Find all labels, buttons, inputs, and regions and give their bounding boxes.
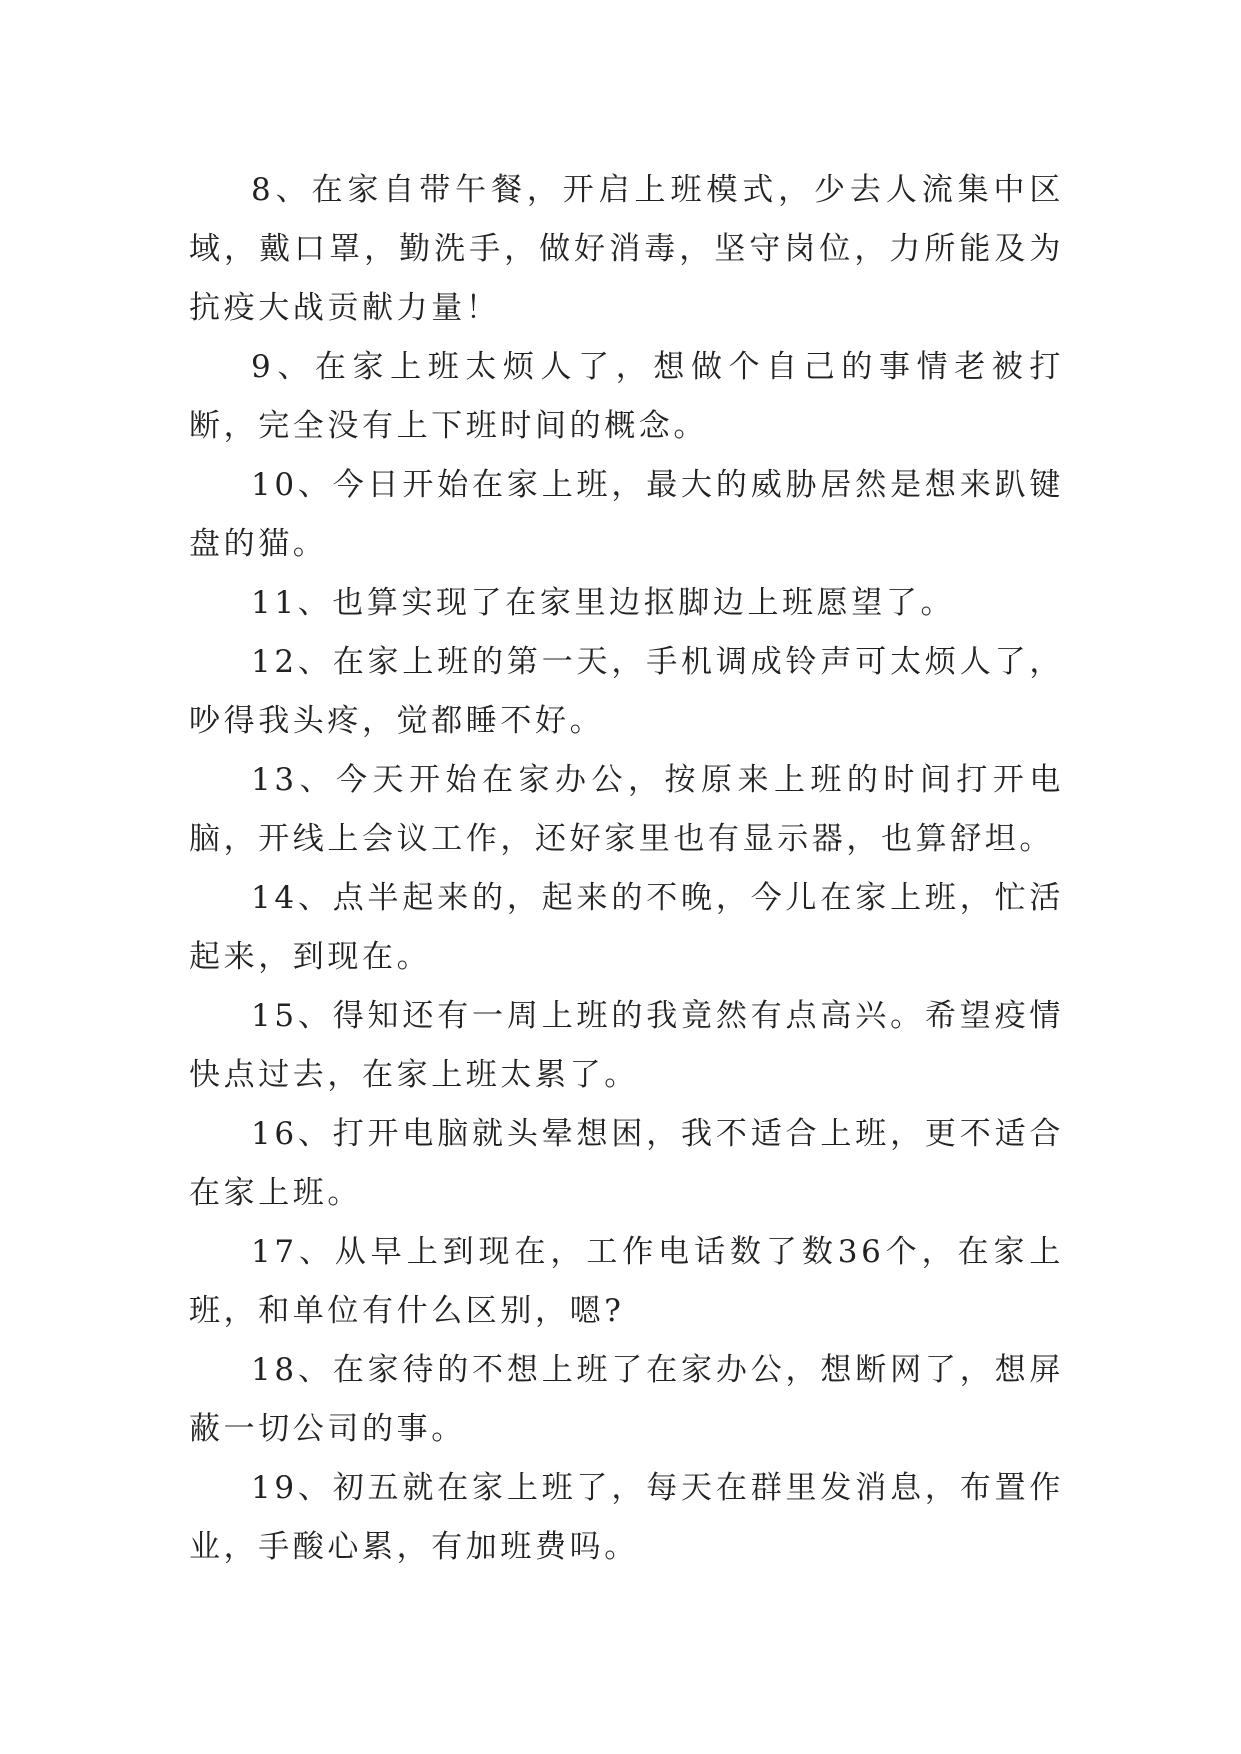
paragraph-14: 14、点半起来的，起来的不晚，今儿在家上班，忙活起来，到现在。 — [189, 880, 1064, 975]
paragraph-10: 10、今日开始在家上班，最大的威胁居然是想来趴键盘的猫。 — [189, 467, 1064, 562]
paragraph-12: 12、在家上班的第一天，手机调成铃声可太烦人了，吵得我头疼，觉都睡不好。 — [189, 644, 1064, 739]
paragraph-13: 13、今天开始在家办公，按原来上班的时间打开电脑，开线上会议工作，还好家里也有显示器，也算舒坦。 — [189, 762, 1064, 857]
paragraph-18: 18、在家待的不想上班了在家办公，想断网了，想屏蔽一切公司的事。 — [189, 1352, 1064, 1447]
paragraph-8: 8、在家自带午餐，开启上班模式，少去人流集中区域，戴口罩，勤洗手，做好消毒，坚守岗位，力所能及为抗疫大战贡献力量！ — [189, 172, 1064, 326]
paragraph-15: 15、得知还有一周上班的我竟然有点高兴。希望疫情快点过去，在家上班太累了。 — [189, 998, 1064, 1093]
paragraph-16: 16、打开电脑就头晕想困，我不适合上班，更不适合在家上班。 — [189, 1116, 1064, 1211]
paragraph-19: 19、初五就在家上班了，每天在群里发消息，布置作业，手酸心累，有加班费吗。 — [189, 1470, 1064, 1565]
paragraph-9: 9、在家上班太烦人了，想做个自己的事情老被打断，完全没有上下班时间的概念。 — [189, 349, 1064, 444]
paragraph-11: 11、也算实现了在家里边抠脚边上班愿望了。 — [251, 585, 956, 621]
paragraph-17: 17、从早上到现在，工作电话数了数36个，在家上班，和单位有什么区别，嗯? — [189, 1234, 1064, 1329]
document-body — [189, 161, 1064, 1577]
